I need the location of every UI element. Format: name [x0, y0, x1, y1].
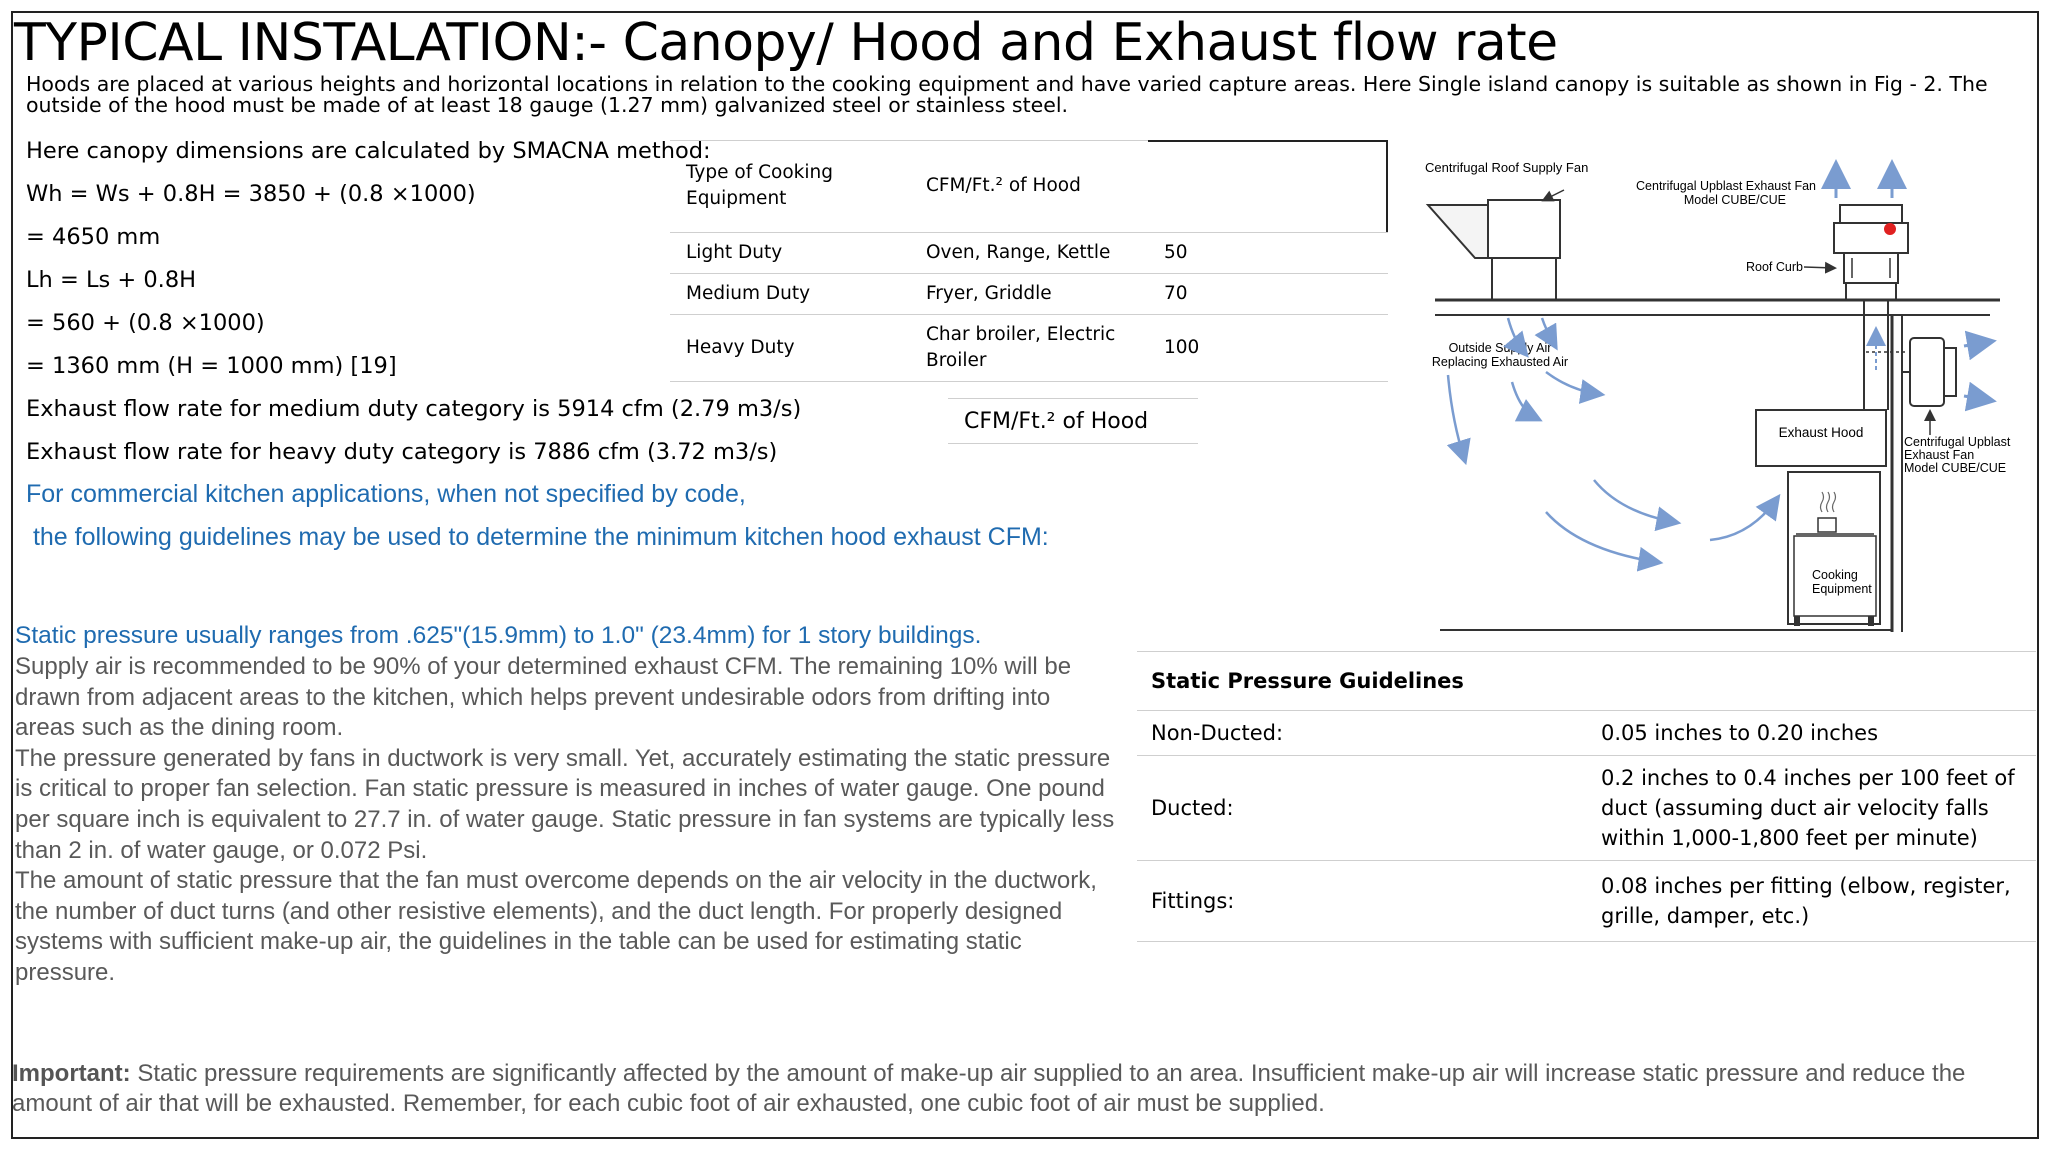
static-paragraph-1: Supply air is recommended to be 90% of your determined exhaust CFM. The remaining 10% will be drawn from adjacent areas to the kitchen, which helps prevent undesirable odors from drifting into areas such as the dining room.	[15, 653, 1072, 742]
label-upblast-side-2: Exhaust Fan	[1904, 448, 1975, 462]
cfm-row-equipment: Fryer, Griddle	[910, 274, 1148, 315]
cfm-header-type: Type of Cooking Equipment	[670, 140, 910, 233]
label-outside-air-1: Outside Supply Air	[1448, 341, 1552, 355]
calc-line-6: = 1360 mm (H = 1000 mm) [19]	[26, 353, 397, 379]
sp-row-label: Ducted:	[1137, 756, 1587, 861]
calc-line-1: Here canopy dimensions are calculated by SMACNA method:	[26, 138, 711, 164]
static-pressure-table	[1137, 651, 2036, 942]
label-exhaust-hood: Exhaust Hood	[1778, 425, 1864, 440]
cfm-row-value: 100	[1148, 315, 1388, 382]
roof-curb-pointer-icon	[1804, 267, 1834, 268]
page-title: TYPICAL INSTALATION:- Canopy/ Hood and Exhaust flow rate	[14, 13, 1558, 73]
cfm-row-equipment: Oven, Range, Kettle	[910, 233, 1148, 274]
cfm-row-type: Heavy Duty	[670, 315, 910, 382]
label-upblast-top-2: Model CUBE/CUE	[1683, 193, 1786, 207]
guideline-line-1: For commercial kitchen applications, when not specified by code,	[26, 480, 746, 508]
side-upblast-fan-icon	[1902, 338, 1956, 406]
label-cooking-1: Cooking	[1812, 568, 1858, 582]
cfm-row-equipment: Char broiler, Electric Broiler	[910, 315, 1148, 382]
calc-line-8: Exhaust flow rate for heavy duty category is 7886 cfm (3.72 m3/s)	[26, 439, 778, 465]
cfm-footer-label: CFM/Ft.² of Hood	[948, 398, 1198, 444]
important-note	[12, 1059, 2032, 1119]
static-heading: Static pressure usually ranges from .625"(15.9mm) to 1.0" (23.4mm) for 1 story buildings.	[15, 622, 982, 649]
static-paragraph-3: The amount of static pressure that the fan must overcome depends on the air velocity in the ductwork, the number of duct turns (and other resistive elements), and the duct length. For properly designed systems with sufficient make-up air, the guidelines in the table can be used for estimating static pressure.	[15, 867, 1097, 986]
cfm-row-type: Light Duty	[670, 233, 910, 274]
kitchen-ventilation-diagram	[1420, 150, 2036, 640]
sp-row-value: 0.08 inches per fitting (elbow, register, grille, damper, etc.)	[1587, 861, 2036, 942]
sp-row-label: Non-Ducted:	[1137, 711, 1587, 756]
calc-line-3: = 4650 mm	[26, 224, 161, 250]
intro-paragraph: Hoods are placed at various heights and horizontal locations in relation to the cooking equipment and have varied capture areas. Here Single island canopy is suitable as shown in Fig - 2. The outside of the hood must be made of at least 18 gauge (1.27 mm) galvanized steel or stainless steel.	[26, 72, 1988, 117]
important-text: Static pressure requirements are significantly affected by the amount of make-up air supplied to an area. Insufficient make-up air will increase static pressure and reduce the amount of air that will be exhausted. Remember, for each cubic foot of air exhausted, one cubic foot of air must be supplied.	[12, 1060, 1966, 1117]
static-body	[15, 652, 1115, 989]
table-row	[1137, 711, 2036, 756]
cfm-row-type: Medium Duty	[670, 274, 910, 315]
label-upblast-side-3: Model CUBE/CUE	[1904, 461, 2007, 475]
label-upblast-top-1: Centrifugal Upblast Exhaust Fan	[1636, 179, 1816, 193]
cfm-row-value: 70	[1148, 274, 1388, 315]
cfm-header-blank	[1148, 140, 1388, 233]
guideline-line-2: the following guidelines may be used to determine the minimum kitchen hood exhaust CFM:	[26, 523, 1049, 551]
label-cooking-2: Equipment	[1812, 582, 1872, 596]
calc-line-7: Exhaust flow rate for medium duty category is 5914 cfm (2.79 m3/s)	[26, 396, 802, 422]
roof-supply-fan-icon	[1428, 190, 1564, 300]
table-row	[670, 274, 1388, 315]
cfm-row-value: 50	[1148, 233, 1388, 274]
label-roof-curb: Roof Curb	[1746, 260, 1803, 274]
static-paragraph-2: The pressure generated by fans in ductwork is very small. Yet, accurately estimating the static pressure is critical to proper fan selection. Fan static pressure is measured in inches of water gauge. One pound per square inch is equivalent to 27.7 in. of water gauge. Static pressure in fan systems are typically less than 2 in. of water gauge, or 0.072 Psi.	[15, 744, 1115, 864]
upblast-exhaust-fan-icon	[1834, 205, 1908, 300]
cooking-equipment-icon	[1788, 472, 1880, 626]
cfm-header-cfm: CFM/Ft.² of Hood	[910, 140, 1148, 233]
cfm-table	[670, 140, 1388, 382]
sp-table-header	[1137, 652, 2036, 711]
sp-table-title: Static Pressure Guidelines	[1137, 652, 2036, 711]
cfm-table-header	[670, 140, 1388, 233]
table-row	[670, 315, 1388, 382]
table-row	[670, 233, 1388, 274]
important-label: Important:	[12, 1060, 131, 1087]
side-exhaust-arrow-icon	[1964, 396, 1988, 400]
table-row	[1137, 756, 2036, 861]
sp-row-value: 0.05 inches to 0.20 inches	[1587, 711, 2036, 756]
side-exhaust-arrow-icon	[1964, 342, 1988, 346]
calc-line-4: Lh = Ls + 0.8H	[26, 267, 197, 293]
label-upblast-side-1: Centrifugal Upblast	[1904, 435, 2011, 449]
sp-row-value: 0.2 inches to 0.4 inches per 100 feet of duct (assuming duct air velocity falls within 1,000-1,800 feet per minute)	[1587, 756, 2036, 861]
calc-line-2: Wh = Ws + 0.8H = 3850 + (0.8 ×1000)	[26, 181, 476, 207]
label-roof-supply-fan: Centrifugal Roof Supply Fan	[1425, 160, 1589, 175]
table-row	[1137, 861, 2036, 942]
calc-line-5: = 560 + (0.8 ×1000)	[26, 310, 265, 336]
label-outside-air-2: Replacing Exhausted Air	[1431, 355, 1569, 369]
sp-row-label: Fittings:	[1137, 861, 1587, 942]
